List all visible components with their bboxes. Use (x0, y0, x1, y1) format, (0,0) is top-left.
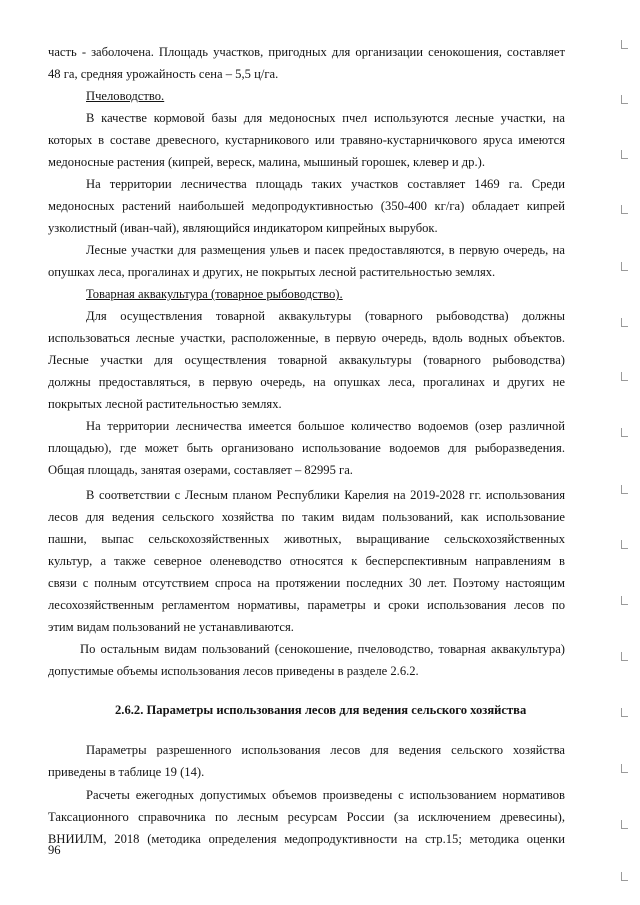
text-line: Общая площадь, занятая озерами, составляет – 82995 га. (48, 463, 353, 477)
text-line: Для осуществления товарной аквакультуры (товарного рыбоводства) должны (86, 309, 565, 323)
text-line: ВНИИЛМ, 2018 (методика определения медопродуктивности на стр.15; методика оценки (48, 832, 565, 846)
text-line: Лесные участки для осуществления товарной аквакультуры (товарного рыбоводства) (48, 353, 565, 367)
text-line: Лесные участки для размещения ульев и пасек предоставляются, в первую очередь, на (86, 243, 565, 257)
text-line: медоносные растения (кипрей, вереск, малина, мышиный горошек, клевер и др.). (48, 155, 485, 169)
section-label-beekeeping: Пчеловодство. (86, 89, 165, 103)
text-line: которых в составе древесного, кустарникового или травяно-кустарничкового яруса имеются (48, 133, 565, 147)
text-line: лесов для ведения сельского хозяйства по таким видам пользований, как использование (48, 510, 565, 524)
page-number: 96 (48, 843, 61, 857)
text-line: допустимые объемы использования лесов приведены в разделе 2.6.2. (48, 664, 419, 678)
text-line: пашни, выпас сельскохозяйственных животных, выращивание сельскохозяйственных (48, 532, 565, 546)
text-line: По остальным видам пользований (сенокошение, пчеловодство, товарная аквакультура) (80, 642, 565, 656)
text-line: покрытых лесной растительностью землях. (48, 397, 282, 411)
text-line: Таксационного справочника по лесным ресурсам России (за исключением древесины), (48, 810, 565, 824)
text-line: В соответствии с Лесным планом Республики Карелия на 2019-2028 гг. использования (86, 488, 565, 502)
scan-edge-marks (616, 0, 630, 905)
text-line: часть - заболочена. Площадь участков, пригодных для организации сенокошения, составляет (48, 45, 565, 59)
text-line: узколистный (иван-чай), являющийся индикатором кипрейных вырубок. (48, 221, 438, 235)
text-line: В качестве кормовой базы для медоносных пчел используются лесные участки, на (86, 111, 565, 125)
text-line: приведены в таблице 19 (14). (48, 765, 205, 779)
text-line: Параметры разрешенного использования лесов для ведения сельского хозяйства (86, 743, 565, 757)
text-line: связи с полным отсутствием спроса на протяжении последних 30 лет. Поэтому настоящим (48, 576, 565, 590)
text-line: культур, а также северное оленеводство относятся к бесперспективным направлениям в (48, 554, 565, 568)
text-line: 48 га, средняя урожайность сена – 5,5 ц/га. (48, 67, 279, 81)
text-line: этим видам пользований не устанавливаются. (48, 620, 294, 634)
text-line: На территории лесничества площадь таких участков составляет 1469 га. Среди (86, 177, 565, 191)
section-heading: 2.6.2. Параметры использования лесов для ведения сельского хозяйства (115, 703, 527, 717)
text-line: Расчеты ежегодных допустимых объемов произведены с использованием нормативов (86, 788, 565, 802)
text-line: На территории лесничества имеется большое количество водоемов (озер различной (86, 419, 565, 433)
text-line: площадью), где может быть организовано использование водоемов для рыборазведения. (48, 441, 565, 455)
text-line: опушках леса, прогалинах и других, не покрытых лесной растительностью землях. (48, 265, 496, 279)
section-label-aquaculture: Товарная аквакультура (товарное рыбоводство). (86, 287, 343, 301)
text-line: использоваться лесные участки, расположенные, в первую очередь, вдоль водных объектов. (48, 331, 565, 345)
text-line: лесохозяйственным регламентом нормативы, параметры и сроки использования лесов по (48, 598, 565, 612)
text-line: должны предоставляться, в первую очередь, на опушках леса, прогалинах и других не (48, 375, 565, 389)
text-line: медоносных растений наибольшей медопродуктивностью (350-400 кг/га) обладает кипрей (48, 199, 565, 213)
